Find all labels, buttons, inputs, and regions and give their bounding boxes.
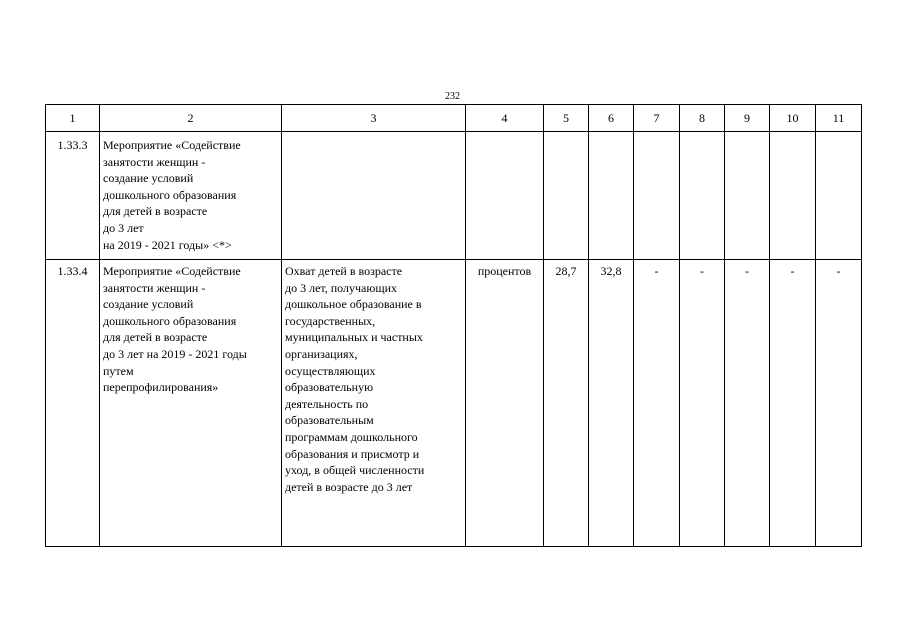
row-indicator xyxy=(282,132,466,260)
table-row xyxy=(46,132,862,260)
row-value-6 xyxy=(589,132,634,260)
header-cell-4: 4 xyxy=(466,105,544,132)
table-row xyxy=(46,260,862,547)
header-cell-7: 7 xyxy=(634,105,680,132)
row-value-5 xyxy=(544,132,589,260)
header-cell-10: 10 xyxy=(770,105,816,132)
page-number: 232 xyxy=(445,91,460,102)
row-code: 1.33.4 xyxy=(46,260,100,547)
header-cell-1: 1 xyxy=(46,105,100,132)
header-cell-2: 2 xyxy=(100,105,282,132)
header-cell-11: 11 xyxy=(816,105,862,132)
row-value-10 xyxy=(770,132,816,260)
row-value-5: 28,7 xyxy=(544,260,589,547)
row-value-8 xyxy=(680,132,725,260)
row-value-7: - xyxy=(634,260,680,547)
row-indicator: Охват детей в возрасте до 3 лет, получающих дошкольное образование в государственных, муниципальных и частных организациях, осуществляющих образовательную деятельность по образовательным программам дошкольного образования и присмотр и уход, в общей численности детей в возрасте до 3 лет xyxy=(282,260,466,547)
header-cell-9: 9 xyxy=(725,105,770,132)
row-value-6: 32,8 xyxy=(589,260,634,547)
row-value-7 xyxy=(634,132,680,260)
header-cell-6: 6 xyxy=(589,105,634,132)
row-value-10: - xyxy=(770,260,816,547)
header-cell-8: 8 xyxy=(680,105,725,132)
row-value-11 xyxy=(816,132,862,260)
header-row xyxy=(46,105,862,132)
row-value-9: - xyxy=(725,260,770,547)
row-value-8: - xyxy=(680,260,725,547)
row-unit: процентов xyxy=(466,260,544,547)
row-value-11: - xyxy=(816,260,862,547)
header-cell-3: 3 xyxy=(282,105,466,132)
row-event: Мероприятие «Содействие занятости женщин - создание условий дошкольного образования для детей в возрасте до 3 лет на 2019 - 2021 годы» <*> xyxy=(100,132,282,260)
row-value-9 xyxy=(725,132,770,260)
row-event: Мероприятие «Содействие занятости женщин - создание условий дошкольного образования для детей в возрасте до 3 лет на 2019 - 2021 годы путем перепрофилирования» xyxy=(100,260,282,547)
header-cell-5: 5 xyxy=(544,105,589,132)
program-table xyxy=(45,104,862,547)
row-unit xyxy=(466,132,544,260)
row-code: 1.33.3 xyxy=(46,132,100,260)
